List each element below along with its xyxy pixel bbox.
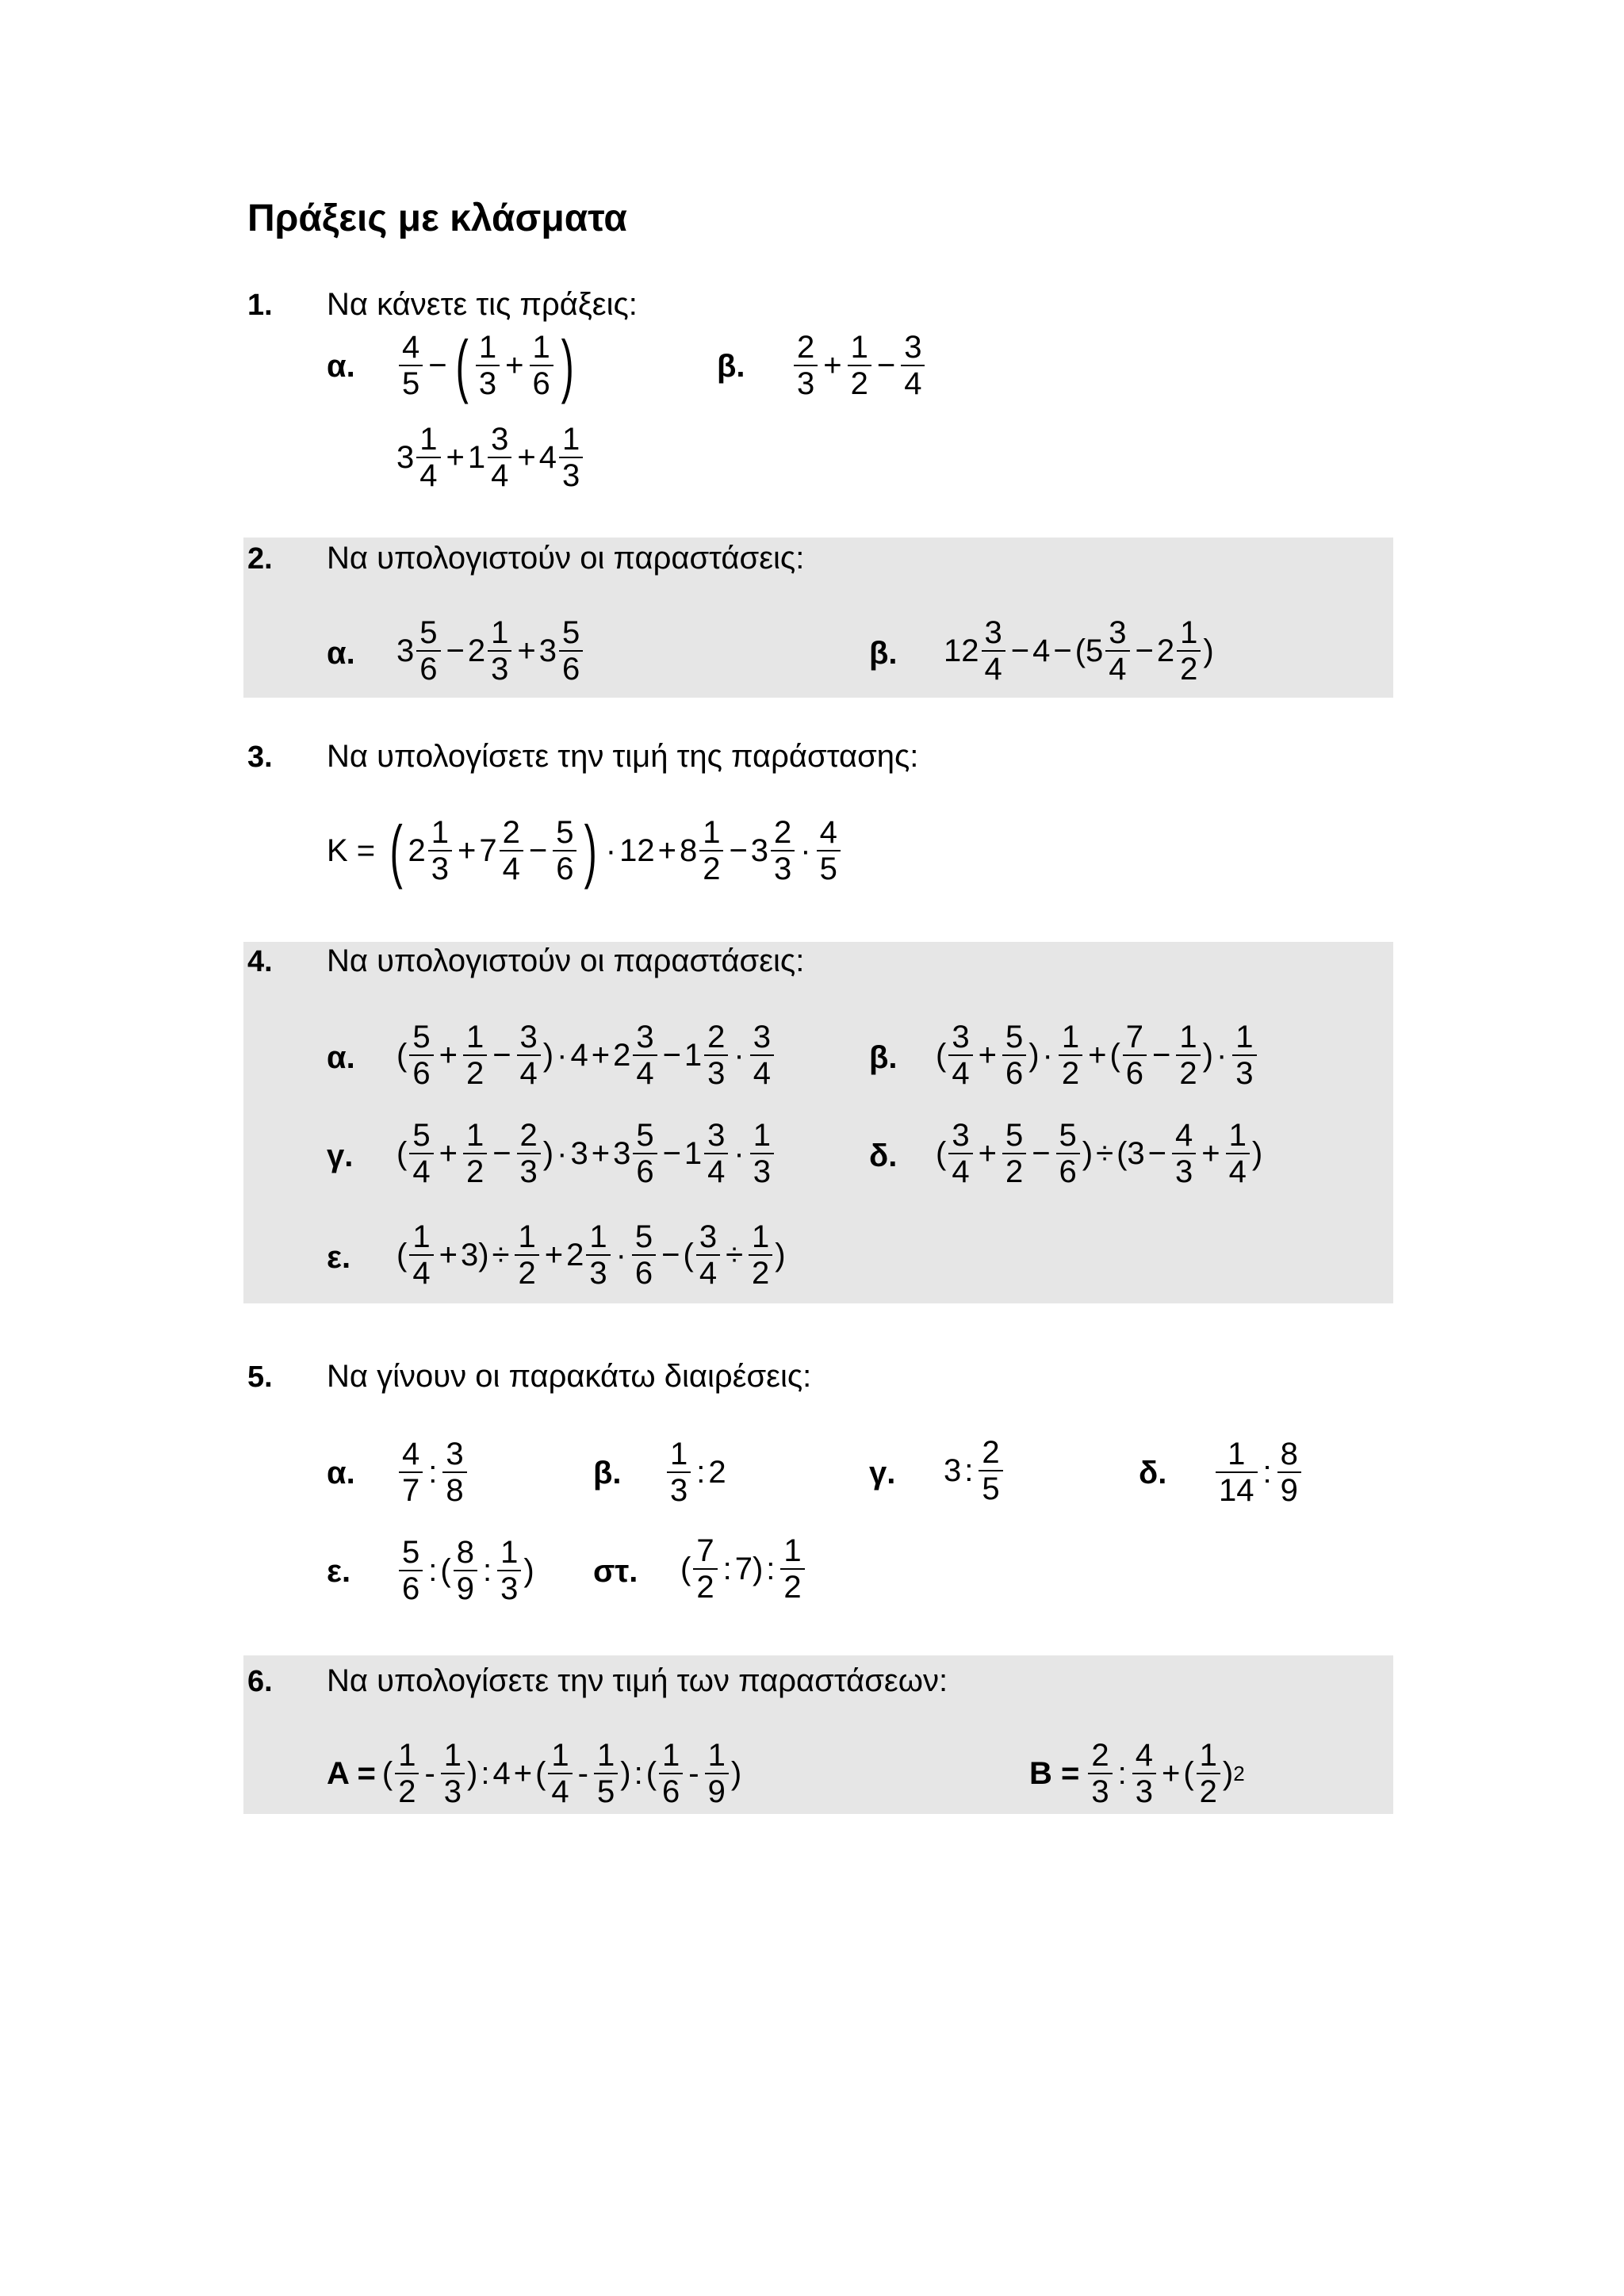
expression-2a: 3 $\frac{5}{6}$ − 2 $\frac{1}{3}$ + 3 $\frac{5}{6}$ — [396, 615, 585, 687]
fraction: $\frac{1}{3}$ — [559, 422, 583, 493]
exercise-2-number: 2. — [247, 542, 273, 576]
fraction: $\frac{3}{4}$ — [704, 1118, 728, 1189]
fraction: $\frac{2}{3}$ — [1088, 1738, 1112, 1809]
fraction: $\frac{5}{6}$ — [1056, 1118, 1080, 1189]
fraction: $\frac{5}{6}$ — [409, 1020, 433, 1091]
fraction: $\frac{3}{4}$ — [696, 1219, 720, 1291]
fraction: $\frac{1}{2}$ — [749, 1219, 772, 1291]
expression-5st: ( $\frac{7}{2}$ : 7 ) : $\frac{1}{2}$ — [680, 1533, 807, 1605]
label-beta: β. — [717, 349, 745, 384]
fraction: $\frac{1}{14}$ — [1216, 1437, 1258, 1508]
expression-1b: $\frac{2}{3}$ + $\frac{1}{2}$ − $\frac{3}{4}$ — [791, 328, 927, 401]
expression-4a: ( $\frac{5}{6}$ + $\frac{1}{2}$ − $\frac{3}{4}$ ) · 4 + 2 $\frac{3}{4}$ − 1 $\frac{2}{3}$ · $\frac{3}{4}$ — [396, 1020, 776, 1091]
fraction: $\frac{5}{6}$ — [416, 615, 440, 687]
exercise-3-instruction: Να υπολογίσετε την τιμή της παράστασης: — [327, 739, 919, 774]
fraction: $\frac{1}{2}$ — [463, 1118, 487, 1189]
exercise-4-instruction: Να υπολογιστούν οι παραστάσεις: — [327, 943, 805, 978]
fraction: $\frac{7}{2}$ — [693, 1533, 717, 1605]
fraction: $\frac{2}{3}$ — [771, 815, 795, 886]
expression-1a: $\frac{4}{5}$ − ( $\frac{1}{3}$ + $\frac{1}{6}$ ) — [396, 328, 579, 401]
fraction: $\frac{1}{4}$ — [548, 1738, 572, 1809]
fraction: $\frac{1}{2}$ — [395, 1738, 419, 1809]
fraction: $\frac{8}{9}$ — [454, 1535, 477, 1606]
label-alpha: α. — [327, 349, 355, 384]
fraction: $\frac{1}{3}$ — [750, 1118, 774, 1189]
fraction: $\frac{1}{3}$ — [497, 1535, 521, 1606]
exercise-4-number: 4. — [247, 945, 273, 978]
label-delta: δ. — [869, 1138, 898, 1173]
fraction: $\frac{1}{2}$ — [463, 1020, 487, 1091]
fraction: $\frac{1}{9}$ — [705, 1738, 729, 1809]
fraction: $\frac{2}{3}$ — [704, 1020, 728, 1091]
fraction: $\frac{1}{2}$ — [780, 1533, 804, 1605]
fraction: $\frac{1}{5}$ — [594, 1738, 618, 1809]
fraction: $\frac{4}{5}$ — [817, 815, 841, 886]
fraction: $\frac{3}{4}$ — [982, 615, 1005, 687]
fraction: $\frac{3}{4}$ — [750, 1020, 774, 1091]
expression-6a: A = ( $\frac{1}{2}$ - $\frac{1}{3}$ ) : 4 + ( $\frac{1}{4}$ - $\frac{1}{5}$ ) : ( $\frac{1}{6}$ - $\frac{1}{9}$ ) — [327, 1738, 742, 1809]
label-epsilon: ε. — [327, 1240, 351, 1275]
fraction: $\frac{2}{5}$ — [979, 1435, 1002, 1506]
fraction: $\frac{8}{9}$ — [1277, 1437, 1301, 1508]
fraction: $\frac{1}{4}$ — [1226, 1118, 1250, 1189]
fraction: $\frac{1}{3}$ — [667, 1437, 691, 1508]
expression-5e: $\frac{5}{6}$ : ( $\frac{8}{9}$ : $\frac{1}{3}$ ) — [396, 1533, 534, 1606]
fraction: $\frac{3}{4}$ — [948, 1020, 972, 1091]
fraction: $\frac{1}{3}$ — [428, 815, 452, 886]
fraction: $\frac{4}{5}$ — [399, 330, 423, 401]
fraction: $\frac{1}{4}$ — [416, 422, 440, 493]
fraction: $\frac{3}{4}$ — [517, 1020, 541, 1091]
label-gamma: γ. — [327, 1138, 354, 1173]
fraction: $\frac{2}{3}$ — [517, 1118, 541, 1189]
fraction: $\frac{1}{4}$ — [409, 1219, 433, 1291]
fraction: $\frac{5}{6}$ — [399, 1535, 423, 1606]
page-title: Πράξεις με κλάσματα — [247, 197, 627, 239]
label-gamma: γ. — [869, 1456, 896, 1490]
fraction: $\frac{1}{2}$ — [1059, 1020, 1082, 1091]
fraction: $\frac{2}{3}$ — [794, 330, 818, 401]
exercise-6-instruction: Να υπολογίσετε την τιμή των παραστάσεων: — [327, 1663, 948, 1698]
fraction: $\frac{1}{2}$ — [1177, 615, 1201, 687]
fraction: $\frac{3}{4}$ — [488, 422, 511, 493]
expression-4d: ( $\frac{3}{4}$ + $\frac{5}{2}$ − $\frac{5}{6}$ ) ÷ ( 3 − $\frac{4}{3}$ + $\frac{1}{4}$ ) — [936, 1118, 1263, 1189]
fraction: $\frac{5}{6}$ — [553, 815, 576, 886]
fraction: $\frac{5}{6}$ — [632, 1219, 656, 1291]
fraction: $\frac{1}{6}$ — [659, 1738, 683, 1809]
fraction: $\frac{1}{3}$ — [441, 1738, 465, 1809]
label-beta: β. — [869, 1040, 898, 1075]
label-delta: δ. — [1139, 1456, 1167, 1490]
fraction: $\frac{1}{3}$ — [1232, 1020, 1256, 1091]
fraction: $\frac{5}{6}$ — [633, 1118, 657, 1189]
fraction: $\frac{2}{4}$ — [500, 815, 523, 886]
fraction: $\frac{4}{3}$ — [1132, 1738, 1156, 1809]
expression-5a: $\frac{4}{7}$ : $\frac{3}{8}$ — [396, 1435, 469, 1508]
label-beta: β. — [869, 636, 898, 671]
expression-6b: B = $\frac{2}{3}$ : $\frac{4}{3}$ + ( $\frac{1}{2}$ ) 2 — [1029, 1738, 1245, 1809]
expression-5g: 3 : $\frac{2}{5}$ — [944, 1435, 1005, 1506]
fraction: $\frac{1}{3}$ — [476, 330, 500, 401]
fraction: $\frac{1}{3}$ — [586, 1219, 610, 1291]
exercise-3-number: 3. — [247, 740, 273, 774]
exercise-1-number: 1. — [247, 289, 273, 322]
expression-4g: ( $\frac{5}{4}$ + $\frac{1}{2}$ − $\frac{2}{3}$ ) · 3 + 3 $\frac{5}{6}$ − 1 $\frac{3}{4}$ · $\frac{1}{3}$ — [396, 1118, 776, 1189]
expression-4e: ( $\frac{1}{4}$ + 3 ) ÷ $\frac{1}{2}$ + 2 $\frac{1}{3}$ · $\frac{5}{6}$ − ( $\frac{3}{4}$ ÷ $\frac{1}{2}$ ) — [396, 1219, 786, 1291]
bracket-close: ) — [561, 326, 574, 404]
expression-3: K = ( 2 $\frac{1}{3}$ + 7 $\frac{2}{4}$ − $\frac{5}{6}$ ) · 12 + 8 $\frac{1}{2}$ − 3 $\frac{2}{3}$ · $\frac{4}{5}$ — [327, 815, 843, 886]
fraction: $\frac{1}{3}$ — [488, 615, 511, 687]
fraction: $\frac{3}{8}$ — [442, 1437, 466, 1508]
fraction: $\frac{1}{2}$ — [699, 815, 723, 886]
fraction: $\frac{1}{2}$ — [1197, 1738, 1220, 1809]
expression-1c: 3 $\frac{1}{4}$ + 1 $\frac{3}{4}$ + 4 $\frac{1}{3}$ — [396, 422, 585, 493]
fraction: $\frac{3}{4}$ — [1105, 615, 1129, 687]
exercise-1-instruction: Να κάνετε τις πράξεις: — [327, 287, 638, 322]
label-alpha: α. — [327, 636, 355, 671]
exercise-6-number: 6. — [247, 1665, 273, 1698]
label-alpha: α. — [327, 1456, 355, 1490]
expression-5d: $\frac{1}{14}$ : $\frac{8}{9}$ — [1213, 1435, 1304, 1508]
label-beta: β. — [593, 1456, 622, 1490]
fraction: $\frac{5}{6}$ — [1002, 1020, 1026, 1091]
fraction: $\frac{4}{3}$ — [1172, 1118, 1196, 1189]
exercise-5-number: 5. — [247, 1360, 273, 1394]
fraction: $\frac{7}{6}$ — [1123, 1020, 1147, 1091]
fraction: $\frac{5}{2}$ — [1002, 1118, 1026, 1189]
expression-5b: $\frac{1}{3}$ : 2 — [665, 1435, 726, 1508]
expression-2b: 12 $\frac{3}{4}$ − 4 − ( 5 $\frac{3}{4}$ − 2 $\frac{1}{2}$ ) — [944, 615, 1214, 687]
fraction: $\frac{3}{4}$ — [901, 330, 925, 401]
fraction: $\frac{1}{2}$ — [848, 330, 871, 401]
fraction: $\frac{4}{7}$ — [399, 1437, 423, 1508]
exercise-5-instruction: Να γίνουν οι παρακάτω διαιρέσεις: — [327, 1359, 812, 1394]
fraction: $\frac{5}{6}$ — [559, 615, 583, 687]
label-epsilon: ε. — [327, 1554, 351, 1589]
fraction: $\frac{1}{6}$ — [530, 330, 553, 401]
fraction: $\frac{5}{4}$ — [409, 1118, 433, 1189]
fraction: $\frac{1}{2}$ — [1176, 1020, 1200, 1091]
fraction: $\frac{3}{4}$ — [633, 1020, 657, 1091]
fraction: $\frac{1}{2}$ — [515, 1219, 538, 1291]
label-stigma: στ. — [593, 1554, 638, 1589]
exercise-2-instruction: Να υπολογιστούν οι παραστάσεις: — [327, 541, 805, 576]
expression-4b: ( $\frac{3}{4}$ + $\frac{5}{6}$ ) · $\frac{1}{2}$ + ( $\frac{7}{6}$ − $\frac{1}{2}$ ) · $\frac{1}{3}$ — [936, 1020, 1259, 1091]
fraction: $\frac{3}{4}$ — [948, 1118, 972, 1189]
label-alpha: α. — [327, 1040, 355, 1075]
bracket-open: ( — [455, 326, 469, 404]
